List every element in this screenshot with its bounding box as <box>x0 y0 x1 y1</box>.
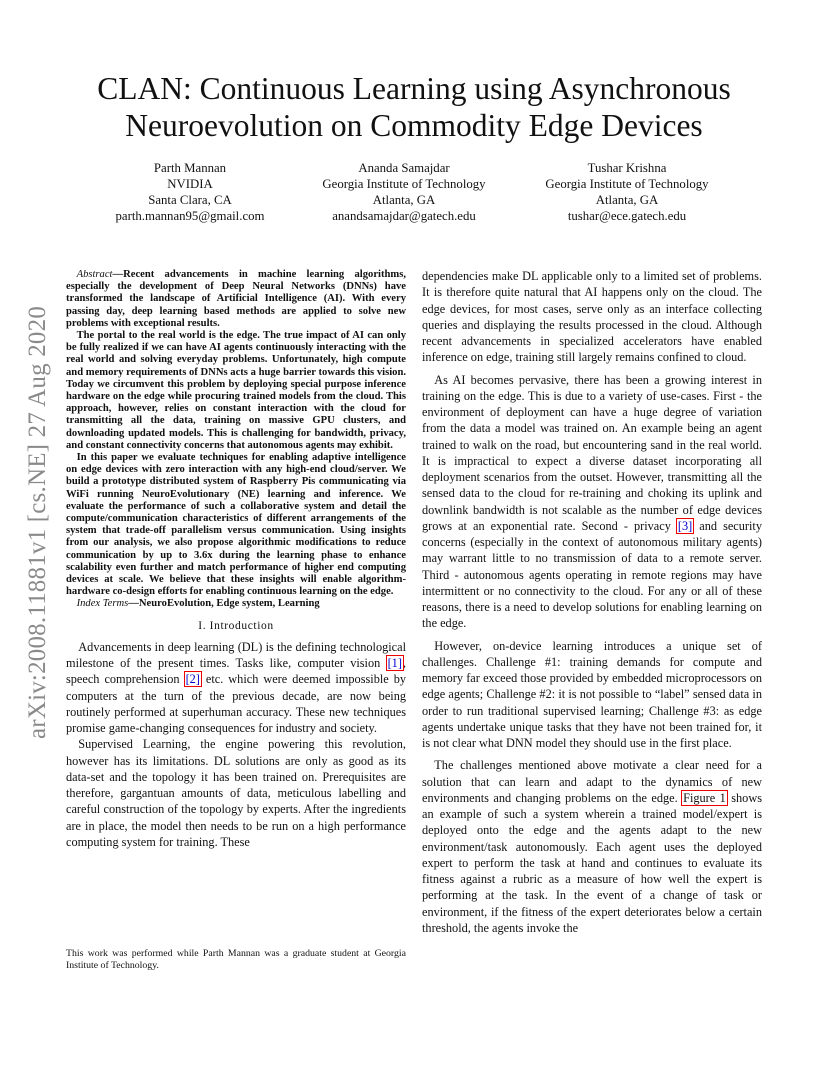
abstract-paragraph: Abstract—Recent advancements in machine learning algorithms, especially the development of Deep Neural Networks (DNNs) have transformed the landscape of Artificial Intelligence (AI). With every passing day, deep learning based methods are applied to solve new problems with exceptional results. <box>66 269 406 329</box>
author-affiliation: Georgia Institute of Technology <box>322 177 486 191</box>
right-column <box>422 268 762 936</box>
index-terms-label: Index Terms <box>76 598 129 610</box>
index-terms: Index Terms—NeuroEvolution, Edge system, Learning <box>76 598 320 610</box>
author-email: tushar@ece.gatech.edu <box>567 209 687 223</box>
citation-link[interactable]: [2] <box>185 672 200 687</box>
author-name: Parth Mannan <box>153 161 227 175</box>
abstract-label: Abstract <box>76 269 113 280</box>
paper-title: CLAN: Continuous Learning using Asynchronous Neuroevolution on Commodity Edge Devices <box>97 71 731 143</box>
author-name: Tushar Krishna <box>587 161 667 175</box>
body-paragraph: However, on-device learning introduces a unique set of challenges. Challenge #1: training demands for compute and memory far exceed those provided by embedded microprocessors on edge agents; Challenge #2: it is not possible to “label” sensed data in order to run traditional supervised learning; Challenge #3: as edge agents undertake unique tasks that they have not been trained for, it is not clear what DNN model they should use in the first place. <box>422 638 762 750</box>
body-paragraph: As AI becomes pervasive, there has been a growing interest in training on the edge. This is due to a variety of use-cases. First - the environment of deployment can have a huge degree of variation from the data a model was trained on. An example being an agent trained to walk on the road, but encountering sand in the real world. It is impractical to expect a diverse dataset incorporating all deployment scenarios from the outset. However, transmitting all the sensed data to the cloud for re-training and choking its uplink and downlink bandwidth is not scalable as the number of edge devices grows at an exponential rate. Second - privacy [3] and security concerns (especially in the context of autonomous military agents) may warrant little to no transmission of data to a remote server. Third - autonomous agents operating in remote regions may have intermittent or no connectivity to the cloud. For any or all of these reasons, there is a need to develop solutions for enabling learning on the edge. <box>422 372 762 631</box>
left-column <box>66 269 406 850</box>
body-paragraph: Advancements in deep learning (DL) is the defining technological milestone of the present times. Tasks like, computer vision [1], speech comprehension [2] etc. which were deemed impossible by computers at the turn of the previous decade, are now being routinely performed at superhuman accuracy. These new techniques promise game-changing consequences for industry and society. <box>66 639 406 736</box>
author-location: Atlanta, GA <box>595 193 659 207</box>
author-block <box>100 160 280 224</box>
author-block <box>304 160 504 224</box>
author-affiliation: NVIDIA <box>167 177 213 191</box>
body-paragraph: The challenges mentioned above motivate a clear need for a solution that can learn and adapt to the dynamics of new environments and changing problems on the edge. Figure 1 shows an example of such a system wherein a trained model/expert is deployed onto the edge and the agents adapt to the new environment/task autonomously. Each agent uses the deployed expert to perform the task at hand and continues to evaluate its fitness against a rubric as a measure of how well the expert is performing at the task. In the event of a change of task or environment, if the fitness of the expert deteriorates below a certain threshold, the agents invoke the <box>422 758 762 935</box>
author-location: Santa Clara, CA <box>148 193 232 207</box>
body-paragraph: Supervised Learning, the engine powering this revolution, however has its limitations. DL solutions are only as good as its data-set and the topology it has been trained on. Prerequisites are therefore, gargantuan amounts of data, meticulous labelling and careful construction of the topology by experts. After the ingredients are in place, the model then needs to be run on a high performance computing system for training. These <box>66 737 406 849</box>
section-heading: I. Introduction <box>198 619 274 632</box>
figure-reference-link[interactable]: Figure 1 <box>683 790 726 805</box>
footnote: This work was performed while Parth Mannan was a graduate student at Georgia Institute of Technology. <box>66 948 406 971</box>
body-paragraph: dependencies make DL applicable only to a limited set of problems. It is therefore quite natural that AI happens only on the cloud. The edge devices, for most cases, serve only as an interface collecting queries and displaying the results processed in the cloud. Although recent advancements in specialized accelerators have enabled inference on edge, training still largely remains confined to cloud. <box>422 269 762 365</box>
author-name: Ananda Samajdar <box>358 161 450 175</box>
author-location: Atlanta, GA <box>372 193 436 207</box>
author-email: anandsamajdar@gatech.edu <box>332 209 476 223</box>
author-email: parth.mannan95@gmail.com <box>115 209 265 223</box>
citation-link[interactable]: [3] <box>677 518 693 533</box>
citation-link[interactable]: [1] <box>387 656 402 671</box>
abstract-paragraph: In this paper we evaluate techniques for enabling adaptive intelligence on edge devices with zero interaction with any high-end cloud/server. We build a prototype distributed system of Raspberry Pis communicating via WiFi running NeuroEvolutionary (NE) learning and inference. We evaluate the performance of such a collaborative system and detail the compute/communication characteristics of different arrangements of the system that trade-off parallelism versus communication. Using insights from our analysis, we also propose algorithmic modifications to reduce communication by up to 3.6x during the learning phase to enhance scalability even further and match performance of higher end computing devices at scale. We believe that these insights will enable algorithm-hardware co-design efforts for enabling continuous learning on the edge. <box>66 452 406 598</box>
abstract <box>66 269 406 611</box>
author-affiliation: Georgia Institute of Technology <box>545 177 709 191</box>
abstract-paragraph: The portal to the real world is the edge. The true impact of AI can only be fully realized if we can have AI agents continuously interacting with the real world and solving everyday problems. Unfortunately, high compute and memory requirements of DNNs acts a huge barrier towards this vision. Today we circumvent this problem by deploying special purpose inference hardware on the edge while procuring trained models from the cloud. This approach, however, relies on constant interaction with the cloud for transmitting all the data, training on massive GPU clusters, and downloading updated models. This is challenging for bandwidth, privacy, and constant connectivity concerns that autonomous agents may exhibit. <box>66 330 406 451</box>
arxiv-identifier: arXiv:2008.11881v1 [cs.NE] 27 Aug 2020 <box>24 305 51 739</box>
author-block <box>527 160 727 224</box>
